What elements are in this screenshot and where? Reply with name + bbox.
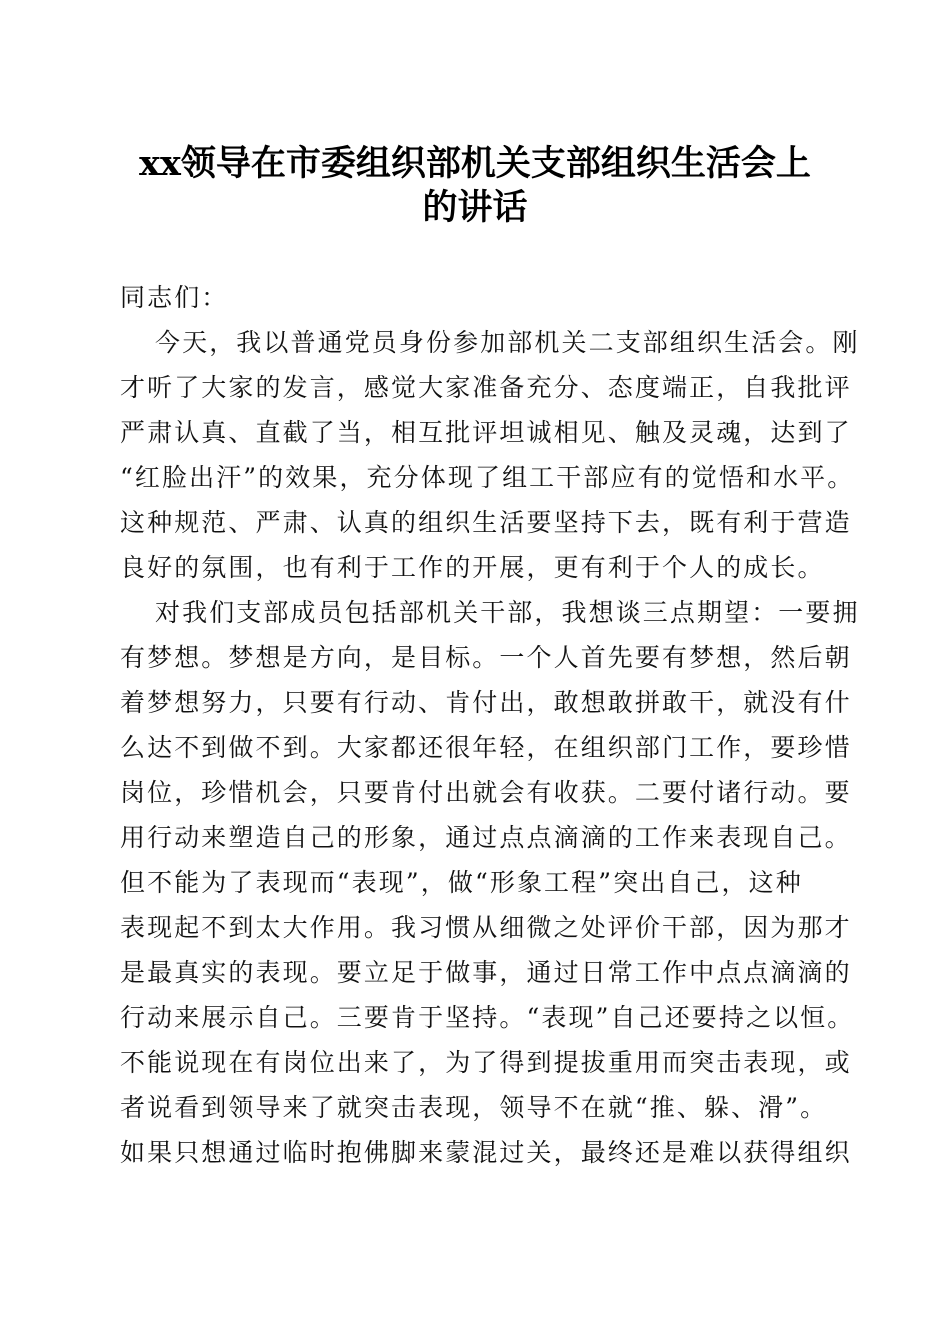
- paragraph-2-line: 么达不到做不到。大家都还很年轻，在组织部门工作，要珍惜: [120, 733, 852, 762]
- paragraph-2-line: 岗位，珍惜机会，只要肯付出就会有收获。二要付诸行动。要: [120, 778, 852, 807]
- paragraph-1-line: 良好的氛围，也有利于工作的开展，更有利于个人的成长。: [120, 553, 825, 582]
- paragraph-1-line: 今天，我以普通党员身份参加部机关二支部组织生活会。刚: [155, 328, 860, 357]
- paragraph-2-line: 着梦想努力，只要有行动、肯付出，敢想敢拼敢干，就没有什: [120, 688, 852, 717]
- paragraph-2-line: 但不能为了表现而“表现”，做“形象工程”突出自己，这种: [120, 868, 803, 897]
- paragraph-1-line: 这种规范、严肃、认真的组织生活要坚持下去，既有利于营造: [120, 508, 852, 537]
- paragraph-2-line: 有梦想。梦想是方向，是目标。一个人首先要有梦想，然后朝: [120, 643, 852, 672]
- paragraph-2-line: 者说看到领导来了就突击表现，领导不在就“推、躲、滑”。: [120, 1093, 828, 1122]
- paragraph-2-line: 不能说现在有岗位出来了，为了得到提拔重用而突击表现，或: [120, 1048, 852, 1077]
- paragraph-2-line: 如果只想通过临时抱佛脚来蒙混过关，最终还是难以获得组织: [120, 1138, 852, 1167]
- paragraph-2-line: 是最真实的表现。要立足于做事，通过日常工作中点点滴滴的: [120, 958, 852, 987]
- paragraph-2-line: 用行动来塑造自己的形象，通过点点滴滴的工作来表现自己。: [120, 823, 852, 852]
- paragraph-2-line: 表现起不到太大作用。我习惯从细微之处评价干部，因为那才: [120, 913, 852, 942]
- document-title-line-1: xx领导在市委组织部机关支部组织生活会上: [139, 143, 811, 184]
- paragraph-2-line: 行动来展示自己。三要肯于坚持。“表现”自己还要持之以恒。: [120, 1003, 855, 1032]
- paragraph-2-line: 对我们支部成员包括部机关干部，我想谈三点期望：一要拥: [155, 598, 860, 627]
- paragraph-1-line: 才听了大家的发言，感觉大家准备充分、态度端正，自我批评: [120, 373, 852, 402]
- paragraph-1-line: 严肃认真、直截了当，相互批评坦诚相见、触及灵魂，达到了: [120, 418, 852, 447]
- salutation: 同志们：: [120, 283, 229, 312]
- document-title-line-2: 的讲话: [422, 187, 528, 228]
- paragraph-1-line: “红脸出汗”的效果，充分体现了组工干部应有的觉悟和水平。: [120, 463, 855, 492]
